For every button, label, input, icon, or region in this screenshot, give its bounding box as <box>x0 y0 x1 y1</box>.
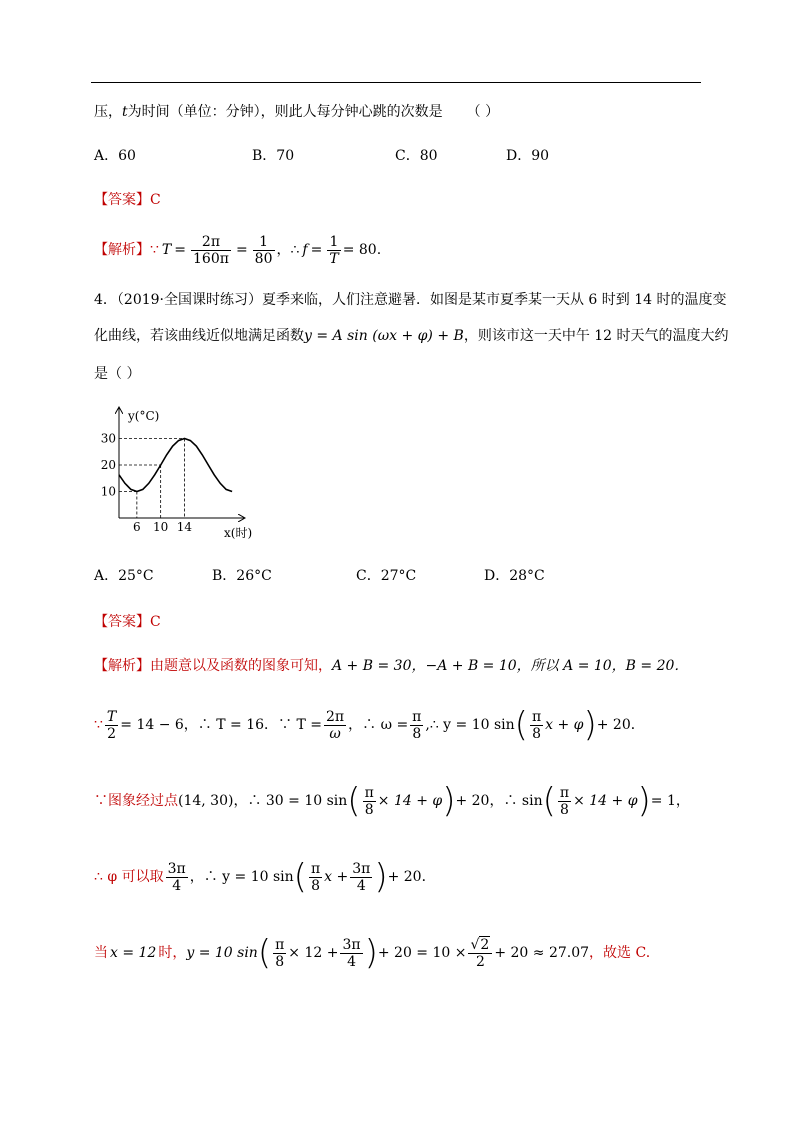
x-axis-label: x(时) <box>224 526 253 540</box>
q3-option-b[interactable]: B．70 <box>252 148 295 164</box>
x-tick-label: 14 <box>176 520 193 534</box>
q4-option-c[interactable]: C．27°C <box>356 568 417 584</box>
q4-option-b[interactable]: B．26°C <box>212 568 272 584</box>
x-tick-label: 6 <box>133 520 141 534</box>
q4-analysis-line1: 【解析】由题意以及函数的图象可知，A + B = 30，−A + B = 10，所以 A = 10，B = 20． <box>94 658 689 674</box>
header-rule <box>91 82 701 83</box>
q4-analysis-line4: ∴ φ 可以取 $\frac{3\pi}{4}$ ，∴ y = 10 sin ( $\frac{\pi}{8}$ x + $\frac{3\pi}{4}$ ) + 20． <box>94 857 436 897</box>
q4-stem-line2: 化曲线，若该曲线近似地满足函数y = A sin (ωx + φ) + B，则该市这一天中午 12 时天气的温度大约 <box>94 328 729 344</box>
q3-option-d[interactable]: D．90 <box>506 148 550 164</box>
q4-analysis-line2: ∵ $\frac{T}{2}$ = 14 − 6，∴ T = 16．∵ T = $\frac{2\pi}{\omega}$ ，∴ ω = $\frac{\pi}{8}$ ,∴ y = 10 sin ( $\frac{\pi}{8}$ x + φ ) + 20． <box>94 705 645 745</box>
q4-stem-line1: 4．（2019·全国课时练习）夏季来临，人们注意避暑．如图是某市夏季某一天从 6 时到 14 时的温度变 <box>94 292 727 308</box>
q3-answer: 【答案】C <box>94 192 161 208</box>
y-tick-label: 20 <box>100 458 116 472</box>
q3-option-c[interactable]: C．80 <box>395 148 438 164</box>
q3-option-a[interactable]: A．60 <box>94 148 136 164</box>
q4-option-d[interactable]: D．28°C <box>484 568 545 584</box>
y-axis-label: y(°C) <box>128 409 160 423</box>
q4-analysis-line3: ∵图象经过点 (14, 30) ，∴ 30 = 10 sin ( $\frac{\pi}{8}$ × 14 + φ ) + 20，∴ sin ( $\frac{\pi}{8}$ × 14 + φ ) = 1， <box>94 781 690 821</box>
q3-analysis: 【解析】 ∵ T = $\frac{2\pi}{160\pi}$ = $\frac{1}{80}$ ， ∴ f = $\frac{1}{T}$ = 80 . <box>94 233 382 267</box>
q3-stem: 压，t为时间（单位：分钟），则此人每分钟心跳的次数是 （ ） <box>94 104 500 120</box>
q4-option-a[interactable]: A．25°C <box>94 568 154 584</box>
x-tick-label: 10 <box>153 520 169 534</box>
y-tick-label: 30 <box>100 431 116 446</box>
y-tick-label: 10 <box>100 484 116 499</box>
q4-answer: 【答案】C <box>94 614 161 630</box>
temperature-chart <box>94 400 274 550</box>
q4-stem-line3: 是（ ） <box>94 366 141 382</box>
q4-analysis-line5: 当 x = 12 时， y = 10 sin ( $\frac{\pi}{8}$ × 12 + $\frac{3\pi}{4}$ ) + 20 = 10 × $\frac{√2}{2}$ + 20 ≈ 27.07 ，故选 C. <box>94 933 651 973</box>
